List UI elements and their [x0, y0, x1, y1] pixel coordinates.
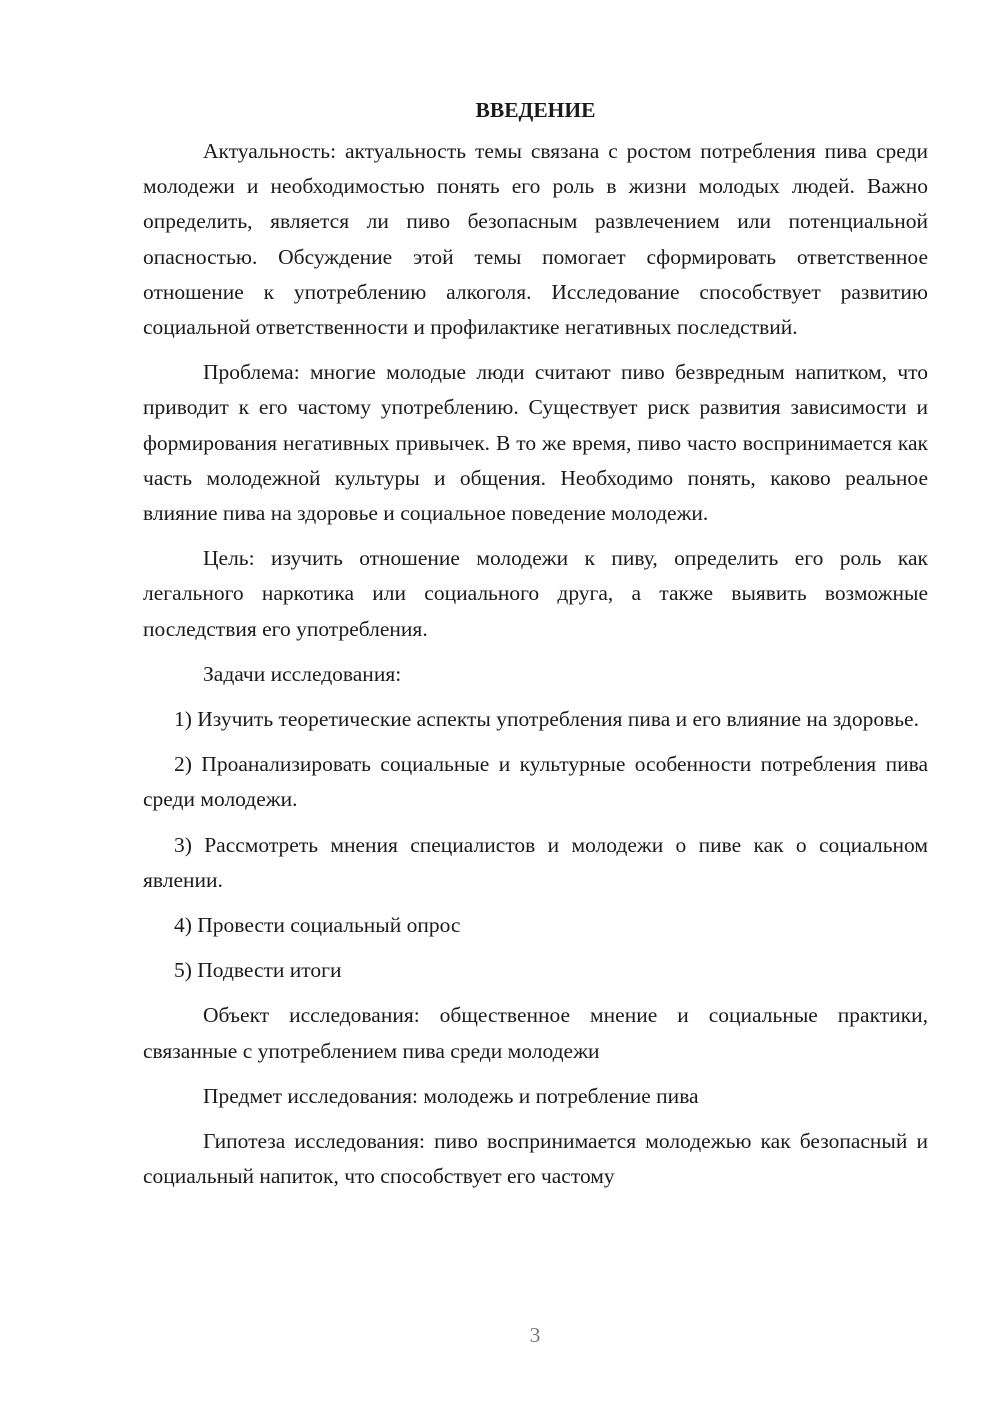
tasks-heading: Задачи исследования:	[203, 661, 402, 686]
object-paragraph: Объект исследования: общественное мнение и социальные практики, связанные с употреблением пива среди молодежи	[143, 1003, 928, 1063]
relevance-paragraph: Актуальность: актуальность темы связана с ростом потребления пива среди молодежи и необходимостью понять его роль в жизни молодых людей. Важно определить, является ли пиво безопасным развлечением или потенциальной опасностью. Обсуждение этой темы помогает сформировать ответственное отношение к употреблению алкоголя. Исследование способствует развитию социальной ответственности и профилактике негативных последствий.	[143, 139, 928, 340]
task-item-4: 4) Провести социальный опрос	[174, 913, 461, 938]
task-item-2: 2) Проанализировать социальные и культурные особенности потребления пива среди молодежи.	[143, 752, 928, 812]
subject-paragraph: Предмет исследования: молодежь и потребление пива	[203, 1083, 699, 1108]
task-item-3: 3) Рассмотреть мнения специалистов и молодежи о пиве как о социальном явлении.	[143, 832, 928, 892]
goal-paragraph: Цель: изучить отношение молодежи к пиву, определить его роль как легального наркотика или социального друга, а также выявить возможные последствия его употребления.	[143, 546, 928, 641]
task-item-1: 1) Изучить теоретические аспекты употребления пива и его влияние на здоровье.	[174, 707, 919, 732]
page-content	[143, 93, 928, 1204]
problem-paragraph: Проблема: многие молодые люди считают пиво безвредным напитком, что приводит к его частому употреблению. Существует риск развития зависимости и формирования негативных привычек. В то же время, пиво часто воспринимается как часть молодежной культуры и общения. Необходимо понять, каково реальное влияние пива на здоровье и социальное поведение молодежи.	[143, 360, 928, 526]
task-item-5: 5) Подвести итоги	[174, 958, 342, 983]
hypothesis-paragraph: Гипотеза исследования: пиво воспринимается молодежью как безопасный и социальный напиток, что способствует его частому	[143, 1129, 928, 1189]
page-title: ВВЕДЕНИЕ	[475, 98, 596, 122]
page-number: 3	[529, 1323, 541, 1347]
